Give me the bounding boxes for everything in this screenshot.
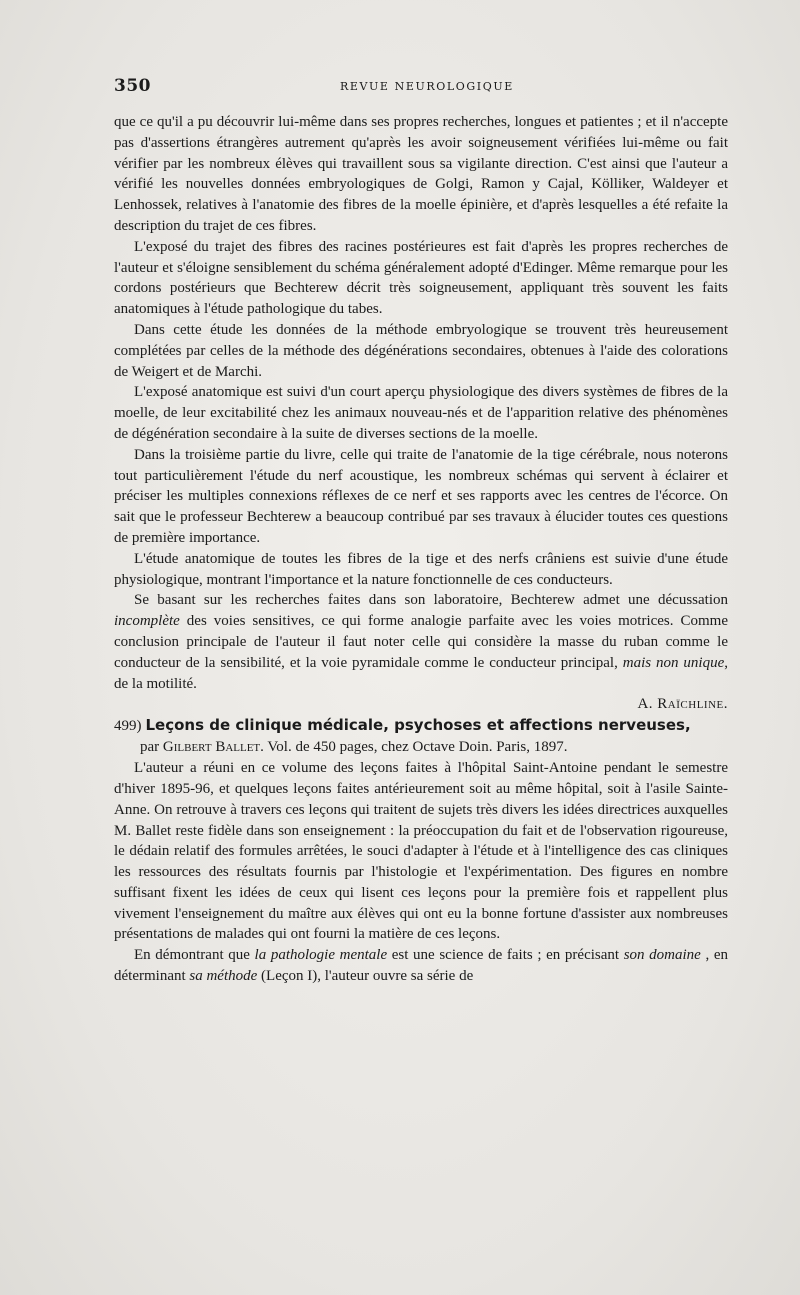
text-run: des voies sensitives, ce qui forme analogie parfaite avec les voies motrices. Comme conclusion principale de l'auteur il faut noter celle qui considère la masse du ruban comme le conducteur de la sensibilité, et la voie pyramidale comme le conducteur principal, [114,613,728,671]
review1-paragraph-3: Dans cette étude les données de la méthode embryologique se trouvent très heureusement complétées par celles de la méthode des dégénérations secondaires, obtenues à l'aide des colorations de Weigert et de Marchi. [114,321,728,380]
review1-signature: A. Raïchline. [637,696,728,713]
italic-run: sa méthode [189,968,258,985]
text-run: Se basant sur les recherches faites dans son laboratoire, Bechterew admet une décussation [134,592,728,609]
entry-author: Gilbert Ballet [162,739,261,756]
text-run: , de la motilité. [114,654,728,692]
entry-number: 499) [114,718,142,735]
review2-paragraph-1: L'auteur a réuni en ce volume des leçons faites à l'hôpital Saint-Antoine pendant le semestre d'hiver 1895-96, et quelques leçons faites antérieurement soit au même hôpital, soit à l'asile Sainte-Anne. On retrouve à travers ces leçons qui traitent de sujets très divers les idées directrices auxquelles M. Ballet reste fidèle dans son enseignement : la préoccupation du fait et de l'observation rigoureuse, le dédain relatif des formules arrêtées, le souci d'adapter à l'étude et à l'intelligence des cas cliniques les ressources des résultats fournis par l'histologie et l'expérimentation. Des figures en nombre suffisant fixent les idées de ceux qui lisent ces leçons pour la première fois et rappellent plus vivement l'enseignement du maître aux élèves qui ont eu la bonne fortune d'assister aux nombreuses présentations de malades qui ont fourni la matière de ces leçons. [114,760,728,943]
page-header [114,76,734,100]
page-body [114,112,728,987]
running-head: REVUE NEUROLOGIQUE [340,80,514,93]
text-run: est une science de faits ; en précisant [387,947,624,964]
review1-paragraph-2: L'exposé du trajet des fibres des racines postérieures est fait d'après les propres recherches de l'auteur et s'éloigne sensiblement du schéma généralement adopté d'Edinger. Même remarque pour les cordons postérieurs que Bechterew décrit très soigneusement, appliquant très souvent les faits anatomiques à l'étude pathologique du tabes. [114,238,728,318]
review1-paragraph-5: Dans la troisième partie du livre, celle qui traite de l'anatomie de la tige cérébrale, nous noterons tout particulièrement l'étude du nerf acoustique, les nombreux schémas qui servent à éclairer et préciser les multiples connexions réflexes de ce nerf et ses rapports avec les centres de l'écorce. On sait que le professeur Bechterew a beaucoup contribué par ses travaux à élucider toutes ces questions de première importance. [114,446,728,546]
page-number: 350 [114,76,151,96]
review1-paragraph-6: L'étude anatomique de toutes les fibres de la tige et des nerfs crâniens est suivie d'une étude physiologique, montrant l'importance et la nature fonctionnelle de ces conducteurs. [114,550,728,588]
italic-run: mais non unique [622,654,725,671]
review1-paragraph-7 [114,590,728,694]
entry-heading [114,715,728,758]
italic-run: la pathologie mentale [254,947,388,964]
italic-run: son domaine [623,947,701,964]
review1-paragraph-1: que ce qu'il a pu découvrir lui-même dans ses propres recherches, longues et patientes ; et il n'accepte pas d'assertions étrangères autrement qu'après les avoir soigneusement vérifiées lui-même ou fait vérifier par les nombreux élèves qui travaillent sous sa vigilante direction. C'est ainsi que l'auteur a vérifié les nouvelles données embryologiques de Golgi, Ramon y Cajal, Kölliker, Waldeyer et Lenhossek, relatives à l'anatomie des fibres de la moelle épinière, et d'après lesquelles a été refaite la description du trajet de ces fibres. [114,114,728,234]
entry-details: . Vol. de 450 pages, chez Octave Doin. Paris, 1897. [260,739,568,756]
review2-paragraph-2 [114,945,728,987]
italic-run: incomplète [114,613,180,630]
text-run: (Leçon I), l'auteur ouvre sa série de [257,968,474,985]
review1-paragraph-4: L'exposé anatomique est suivi d'un court aperçu physiologique des divers systèmes de fibres de la moelle, de leur excitabilité chez les animaux nouveau-nés et de l'apparition relative des phénomènes de dégénération secondaire à la suite de diverses sections de la moelle. [114,384,728,442]
entry-byline [114,737,728,758]
entry-by: par [140,739,160,756]
text-run: , en déterminant [114,947,729,985]
text-run: En démontrant que [134,947,255,964]
entry-title: Leçons de clinique médicale, psychoses et affections nerveuses, [145,716,691,735]
